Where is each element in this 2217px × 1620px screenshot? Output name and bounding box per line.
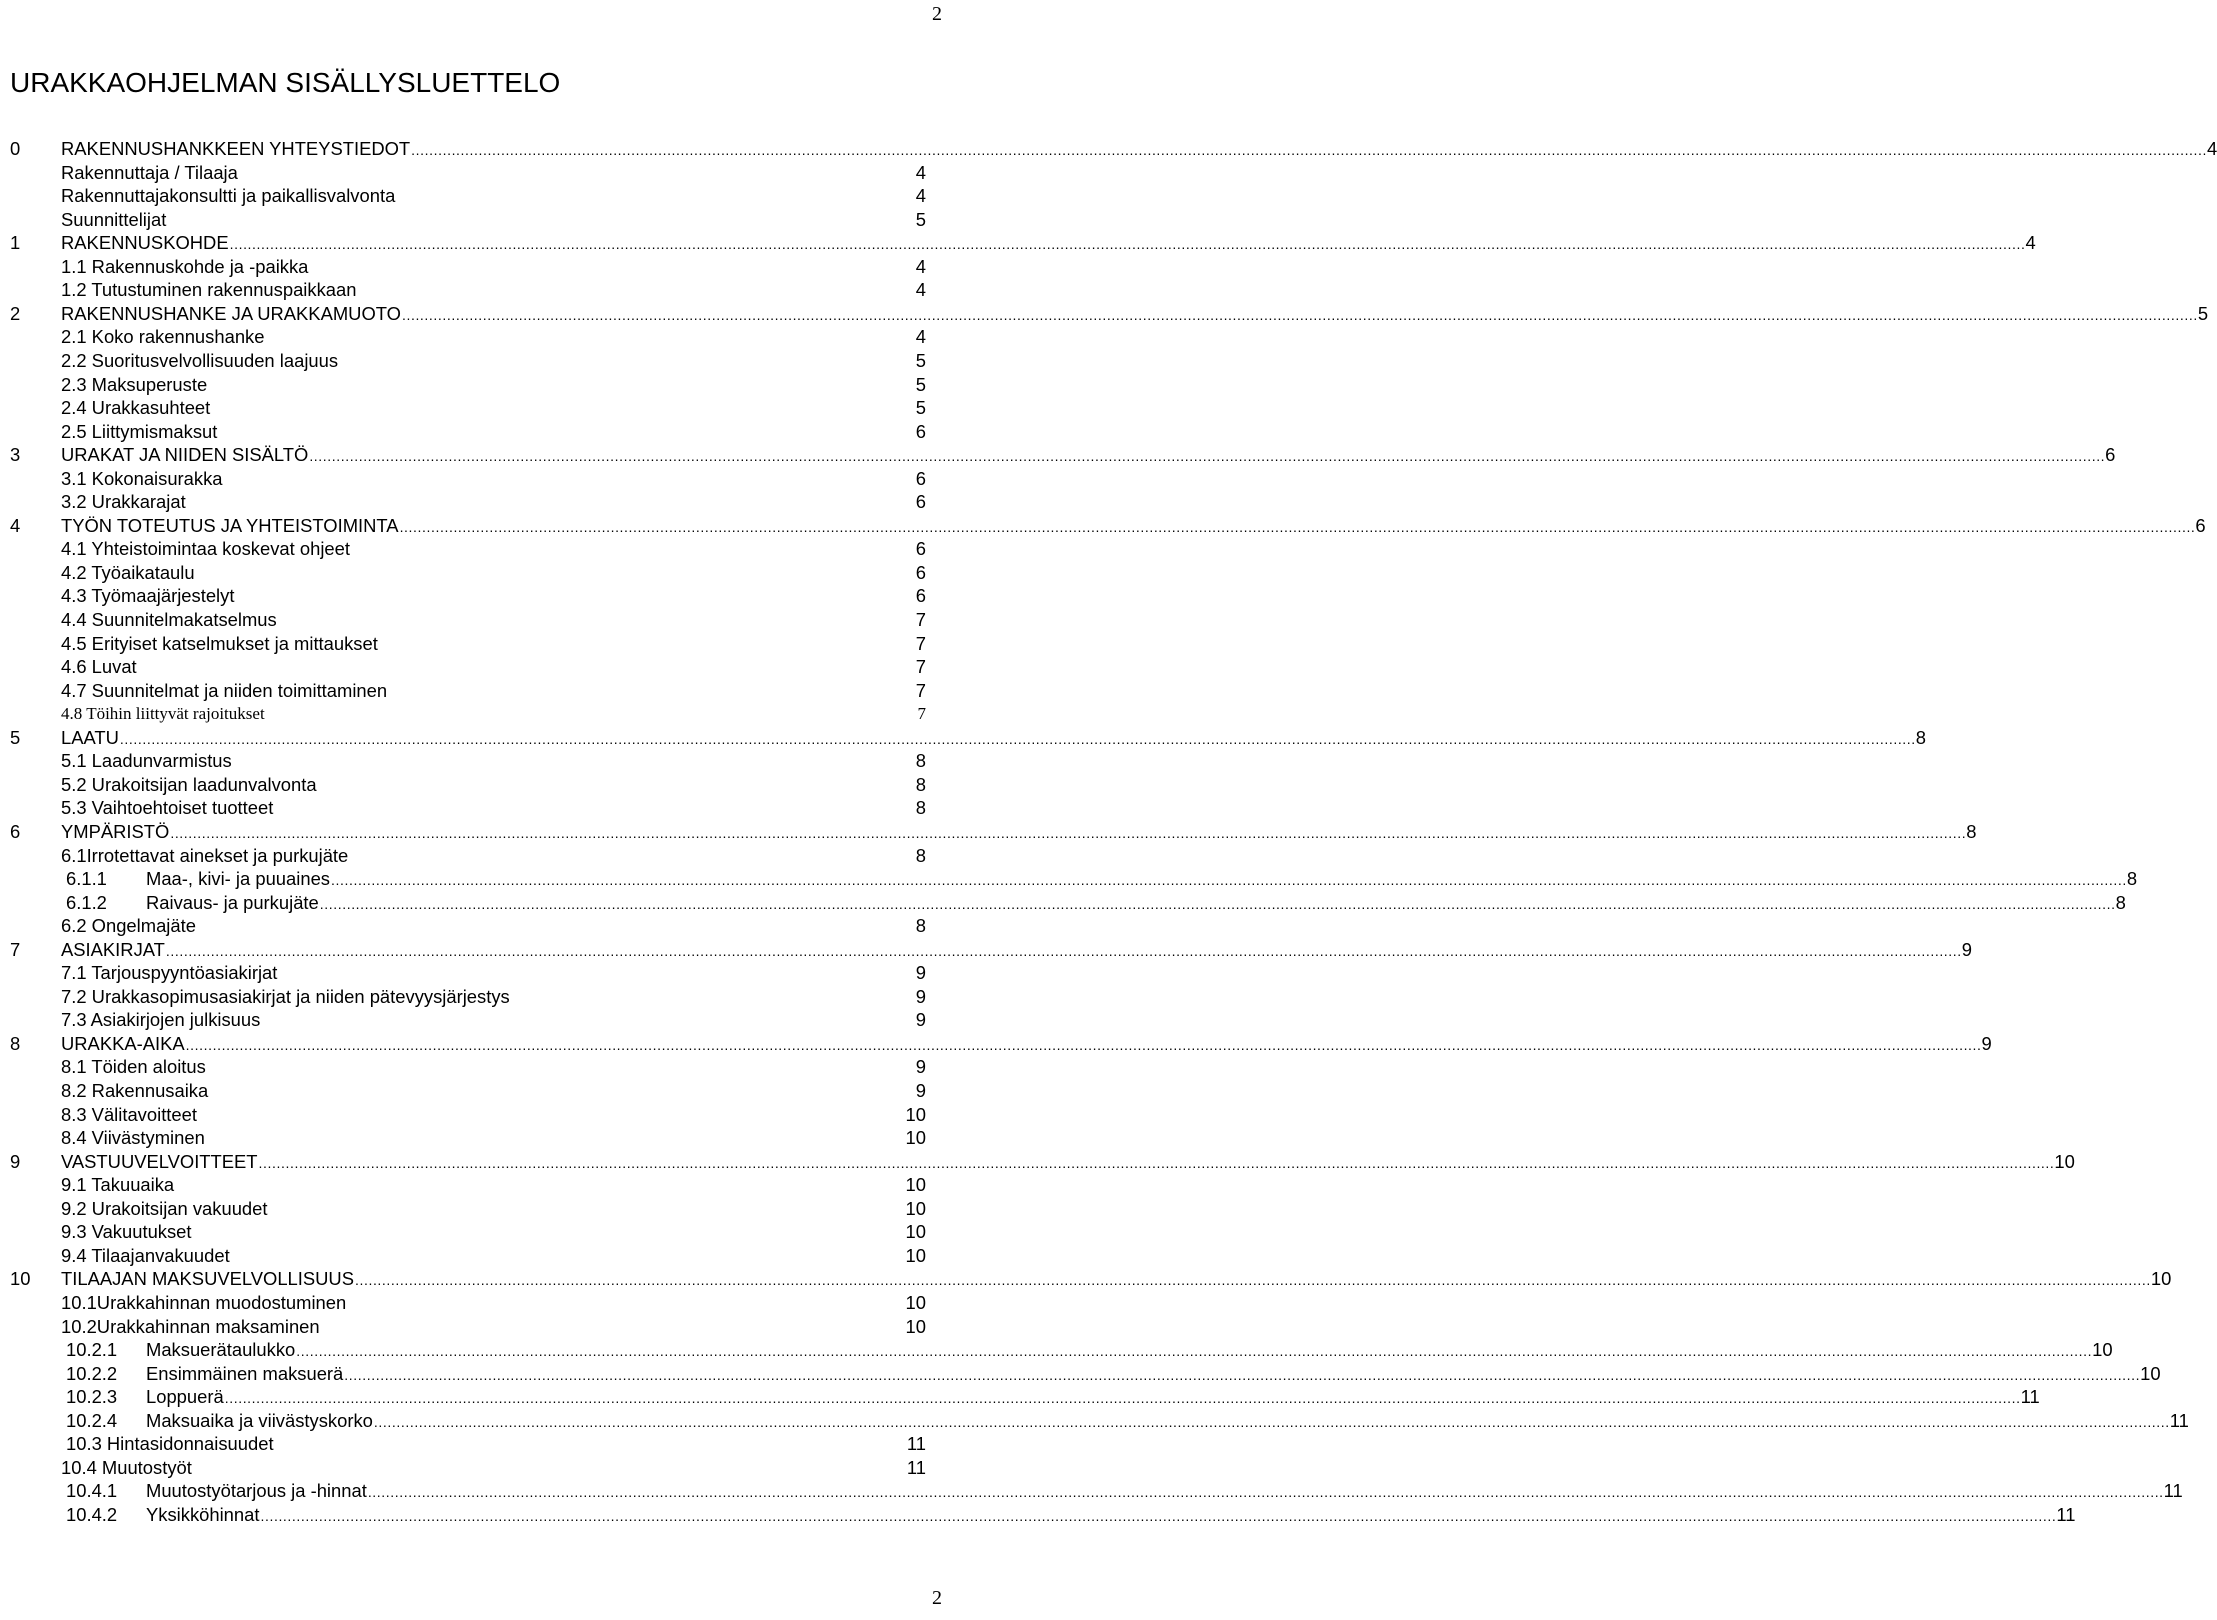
toc-entry[interactable] [0, 1173, 960, 1197]
toc-entry[interactable] [0, 514, 2206, 538]
toc-dot-leader: ................................................................................................................................................................................................................................................................................................................................................................................................................ [165, 942, 1962, 959]
toc-entry-page: 7 [917, 704, 926, 724]
toc-entry-number: 4 [10, 514, 21, 536]
toc-dot-leader: ................................................................................................................................................................................................................................................................................................................................................................................................................ [309, 448, 2106, 465]
toc-entry-title: Ensimmäinen maksuerä [146, 1362, 344, 1384]
toc-entry[interactable] [0, 1338, 2113, 1362]
toc-entry-title: TYÖN TOTEUTUS JA YHTEISTOIMINTA [61, 514, 399, 536]
toc-dot-leader: ................................................................................................................................................................................................................................................................................................................................................................................................................ [354, 1272, 2151, 1289]
toc-entry-page: 6 [915, 491, 926, 513]
toc-entry-page: 9 [915, 1080, 926, 1101]
toc-entry[interactable] [0, 1315, 960, 1339]
toc-entry[interactable] [0, 773, 960, 797]
toc-entry-page: 11 [2163, 1480, 2183, 1502]
toc-entry[interactable] [0, 1220, 960, 1244]
toc-entry-title: Loppuerä [146, 1386, 224, 1408]
toc-entry-title: 7.2 Urakkasopimusasiakirjat ja niiden pätevyysjärjestys [61, 985, 510, 1007]
toc-entry-title: 2.5 Liittymismaksut [61, 420, 218, 442]
toc-entry-title: VASTUUVELVOITTEET [61, 1150, 258, 1172]
toc-entry-title: 10.2Urakkahinnan maksaminen [61, 1315, 320, 1337]
toc-entry-page: 8 [915, 915, 926, 937]
toc-entry-title: 8.3 Välitavoitteet [61, 1103, 197, 1125]
toc-entry-page: 11 [906, 1456, 926, 1478]
toc-entry-subnumber: 6.1.1 [66, 868, 107, 890]
toc-dot-leader: ................................................................................................................................................................................................................................................................................................................................................................................................................ [296, 1343, 2093, 1360]
toc-entry-page: 8 [915, 750, 926, 772]
toc-entry-title: 8.4 Viivästyminen [61, 1127, 205, 1149]
toc-entry-title: 10.3 Hintasidonnaisuudet [66, 1433, 274, 1455]
toc-entry-page: 8 [1915, 726, 1927, 748]
toc-entry[interactable] [0, 443, 2116, 467]
toc-entry-title: Rakennuttajakonsultti ja paikallisvalvonta [61, 185, 396, 207]
toc-entry-title: 9.2 Urakoitsijan vakuudet [61, 1197, 268, 1219]
toc-dot-leader: ................................................................................................................................................................................................................................................................................................................................................................................................................ [411, 142, 2208, 158]
toc-entry[interactable] [0, 278, 960, 302]
toc-dot-leader: ................................................................................................................................................................................................................................................................................................................................................................................................................ [373, 1413, 2170, 1430]
toc-dot-leader: ................................................................................................................................................................................................................................................................................................................................................................................................................ [331, 872, 2127, 889]
toc-entry-title: 2.2 Suoritusvelvollisuuden laajuus [61, 349, 339, 371]
toc-entry[interactable] [0, 161, 960, 185]
toc-entry[interactable] [0, 467, 960, 491]
toc-entry[interactable] [0, 702, 960, 726]
toc-entry-number: 6 [10, 820, 21, 842]
toc-entry[interactable] [0, 1291, 960, 1315]
toc-entry-page: 8 [915, 797, 926, 819]
toc-entry-page: 10 [905, 1244, 926, 1266]
toc-entry-title: 4.4 Suunnitelmakatselmus [61, 609, 277, 630]
page-number-top: 2 [932, 3, 942, 25]
toc-entry-page: 10 [2092, 1339, 2113, 1361]
toc-entry-page: 4 [915, 185, 926, 207]
toc-entry[interactable] [0, 1103, 960, 1127]
toc-dot-leader: ................................................................................................................................................................................................................................................................................................................................................................................................................ [367, 1484, 2164, 1501]
toc-entry-page: 5 [915, 208, 926, 230]
toc-entry-title: YMPÄRISTÖ [61, 820, 170, 842]
toc-entry-title: 4.8 Töihin liittyvät rajoitukset [61, 704, 265, 724]
toc-entry-page: 10 [905, 1174, 926, 1196]
toc-entry[interactable] [0, 231, 2036, 255]
page-number-bottom: 2 [932, 1587, 942, 1609]
toc-entry[interactable] [0, 561, 960, 585]
toc-entry[interactable] [0, 490, 960, 514]
toc-entry-page: 8 [1966, 820, 1977, 842]
toc-entry-page: 10 [2054, 1150, 2075, 1172]
toc-entry-page: 5 [2197, 302, 2209, 324]
toc-dot-leader: ................................................................................................................................................................................................................................................................................................................................................................................................................ [344, 1366, 2141, 1383]
toc-entry-title: 7.3 Asiakirjojen julkisuus [61, 1009, 261, 1031]
toc-entry-page: 6 [915, 585, 926, 607]
toc-entry[interactable] [0, 1456, 960, 1480]
toc-entry-page: 9 [1981, 1032, 1992, 1054]
toc-entry[interactable] [0, 749, 960, 773]
toc-entry-title: 3.2 Urakkarajat [61, 491, 186, 513]
toc-entry-title: 8.1 Töiden aloitus [61, 1056, 206, 1078]
document-title: URAKKAOHJELMAN SISÄLLYSLUETTELO [10, 67, 561, 98]
toc-entry[interactable] [0, 796, 960, 820]
toc-entry-title: 4.1 Yhteistoimintaa koskevat ohjeet [61, 538, 350, 560]
toc-entry-page: 9 [915, 962, 926, 984]
toc-entry-title: 2.1 Koko rakennushanke [61, 326, 265, 348]
toc-entry[interactable] [0, 420, 960, 444]
toc-entry-page: 11 [2020, 1386, 2040, 1408]
toc-entry-page: 10 [905, 1103, 926, 1125]
toc-entry-title: Muutostyötarjous ja -hinnat [146, 1480, 367, 1502]
toc-entry-title: ASIAKIRJAT [61, 938, 165, 960]
toc-entry-page: 8 [915, 773, 926, 795]
toc-entry[interactable] [0, 1432, 960, 1456]
toc-entry-page: 5 [915, 397, 926, 419]
toc-entry-page: 9 [915, 985, 926, 1007]
toc-entry-page: 11 [2056, 1503, 2076, 1525]
toc-entry-title: LAATU [61, 726, 119, 748]
toc-entry-page: 8 [2115, 891, 2126, 913]
toc-entry-title: URAKAT JA NIIDEN SISÄLTÖ [61, 444, 309, 466]
toc-entry-page: 4 [2025, 232, 2036, 254]
toc-entry[interactable] [0, 325, 960, 349]
toc-entry-page: 7 [915, 656, 926, 678]
toc-entry[interactable] [0, 867, 2138, 891]
toc-entry[interactable] [0, 184, 960, 208]
toc-entry[interactable] [0, 349, 960, 373]
toc-entry-page: 7 [915, 679, 926, 701]
toc-entry-page: 7 [915, 632, 926, 654]
toc-entry-page: 6 [915, 420, 926, 442]
toc-entry[interactable] [0, 961, 960, 985]
toc-entry-page: 4 [915, 326, 926, 348]
toc-entry-page: 11 [2169, 1409, 2189, 1431]
toc-entry[interactable] [0, 1126, 960, 1150]
toc-entry-title: 4.2 Työaikataulu [61, 561, 195, 583]
toc-entry-page: 6 [915, 538, 926, 560]
toc-entry[interactable] [0, 1267, 2172, 1291]
toc-dot-leader: ................................................................................................................................................................................................................................................................................................................................................................................................................ [258, 1154, 2055, 1171]
toc-entry[interactable] [0, 1385, 2040, 1409]
toc-entry[interactable] [0, 1008, 960, 1032]
toc-entry-page: 9 [1961, 938, 1972, 960]
toc-entry-title: 4.6 Luvat [61, 656, 137, 678]
toc-entry[interactable] [0, 726, 1927, 750]
toc-entry-page: 5 [915, 373, 926, 395]
toc-entry-subnumber: 10.2.2 [66, 1362, 118, 1384]
toc-entry[interactable] [0, 655, 960, 679]
toc-entry[interactable] [0, 608, 960, 632]
toc-dot-leader: ................................................................................................................................................................................................................................................................................................................................................................................................................ [229, 236, 2026, 253]
toc-entry-page: 11 [906, 1433, 926, 1455]
toc-entry-page: 6 [915, 467, 926, 489]
toc-entry[interactable] [0, 584, 960, 608]
toc-entry-title: 6.1Irrotettavat ainekset ja purkujäte [61, 844, 349, 866]
toc-entry-page: 6 [915, 561, 926, 583]
toc-dot-leader: ................................................................................................................................................................................................................................................................................................................................................................................................................ [119, 730, 1916, 747]
toc-entry-page: 4 [915, 161, 926, 183]
toc-entry-number: 8 [10, 1032, 21, 1054]
toc-entry[interactable] [0, 844, 960, 868]
toc-entry[interactable] [0, 1079, 960, 1103]
toc-entry-subnumber: 10.2.4 [66, 1409, 118, 1431]
toc-entry-page: 8 [915, 844, 926, 866]
toc-entry-page: 10 [905, 1221, 926, 1243]
toc-entry[interactable] [0, 985, 960, 1009]
toc-entry-title: 5.1 Laadunvarmistus [61, 750, 232, 772]
toc-dot-leader: ................................................................................................................................................................................................................................................................................................................................................................................................................ [401, 306, 2198, 323]
toc-entry-number: 3 [10, 444, 21, 466]
toc-entry-title: 4.5 Erityiset katselmukset ja mittaukset [61, 632, 378, 654]
toc-entry-title: Maksuaika ja viivästyskorko [146, 1409, 373, 1431]
toc-entry[interactable] [0, 820, 1977, 844]
toc-entry[interactable] [0, 255, 960, 279]
toc-entry-subnumber: 10.2.3 [66, 1386, 118, 1408]
toc-entry[interactable] [0, 938, 1972, 962]
toc-entry-page: 10 [905, 1127, 926, 1149]
toc-entry-title: 4.7 Suunnitelmat ja niiden toimittaminen [61, 679, 388, 701]
toc-entry[interactable] [0, 632, 960, 656]
toc-entry-subnumber: 6.1.2 [66, 891, 107, 913]
toc-entry[interactable] [0, 1150, 2075, 1174]
toc-entry[interactable] [0, 914, 960, 938]
toc-entry-page: 4 [915, 255, 926, 277]
toc-entry-number: 5 [10, 726, 21, 748]
toc-entry-title: 5.3 Vaihtoehtoiset tuotteet [61, 797, 274, 819]
toc-dot-leader: ................................................................................................................................................................................................................................................................................................................................................................................................................ [399, 518, 2196, 535]
toc-entry-title: Suunnittelijat [61, 208, 167, 230]
toc-entry-page: 10 [2150, 1268, 2172, 1290]
toc-entry-title: 4.3 Työmaajärjestelyt [61, 585, 235, 607]
toc-entry-number: 2 [10, 302, 21, 324]
toc-entry-title: 6.2 Ongelmajäte [61, 915, 196, 937]
toc-entry-page: 8 [2126, 868, 2138, 890]
toc-entry[interactable] [0, 1055, 960, 1079]
toc-entry[interactable] [0, 679, 960, 703]
toc-entry-title: 8.2 Rakennusaika [61, 1080, 209, 1101]
toc-entry-title: 10.1Urakkahinnan muodostuminen [61, 1291, 347, 1313]
toc-entry-title: 1.1 Rakennuskohde ja -paikka [61, 255, 309, 277]
toc-entry-title: Raivaus- ja purkujäte [146, 891, 319, 913]
toc-entry-page: 9 [915, 1009, 926, 1031]
toc-entry-title: RAKENNUSKOHDE [61, 232, 229, 254]
toc-dot-leader: ................................................................................................................................................................................................................................................................................................................................................................................................................ [260, 1507, 2057, 1524]
toc-entry-title: Yksikköhinnat [146, 1503, 260, 1525]
toc-entry-title: TILAAJAN MAKSUVELVOLLISUUS [61, 1268, 354, 1290]
toc-entry[interactable] [0, 891, 2126, 915]
toc-entry[interactable] [0, 137, 2217, 161]
toc-entry-title: 10.4 Muutostyöt [61, 1456, 192, 1478]
toc-entry-number: 9 [10, 1150, 21, 1172]
toc-entry-title: Rakennuttaja / Tilaaja [61, 161, 238, 183]
toc-entry[interactable] [0, 1244, 960, 1268]
toc-entry-title: 3.1 Kokonaisurakka [61, 467, 223, 489]
toc-entry-title: 9.1 Takuuaika [61, 1174, 175, 1196]
toc-entry-title: Maa-, kivi- ja puuaines [146, 868, 330, 890]
toc-entry-number: 1 [10, 232, 21, 254]
toc-entry-page: 10 [905, 1197, 926, 1219]
toc-entry-title: 7.1 Tarjouspyyntöasiakirjat [61, 962, 278, 984]
toc-entry-subnumber: 10.2.1 [66, 1339, 118, 1361]
toc-entry-title: 5.2 Urakoitsijan laadunvalvonta [61, 773, 317, 795]
toc-dot-leader: ................................................................................................................................................................................................................................................................................................................................................................................................................ [319, 895, 2116, 912]
toc-entry[interactable] [0, 208, 960, 232]
toc-entry-title: URAKKA-AIKA [61, 1032, 185, 1054]
toc-entry-page: 10 [905, 1291, 926, 1313]
toc-entry[interactable] [0, 1409, 2189, 1433]
toc-entry-title: RAKENNUSHANKE JA URAKKAMUOTO [61, 302, 401, 324]
toc-entry-title: 2.4 Urakkasuhteet [61, 397, 211, 419]
toc-entry-title: 9.3 Vakuutukset [61, 1221, 192, 1243]
toc-entry[interactable] [0, 1197, 960, 1221]
toc-dot-leader: ................................................................................................................................................................................................................................................................................................................................................................................................................ [224, 1390, 2021, 1407]
toc-entry-title: 2.3 Maksuperuste [61, 373, 208, 395]
toc-entry-subnumber: 10.4.2 [66, 1503, 118, 1525]
toc-entry-title: 1.2 Tutustuminen rakennuspaikkaan [61, 279, 357, 301]
toc-entry-page: 4 [915, 279, 926, 301]
toc-entry-page: 10 [2140, 1362, 2161, 1384]
toc-entry[interactable] [0, 1032, 1992, 1056]
toc-entry-page: 6 [2195, 514, 2206, 536]
toc-entry[interactable] [0, 1503, 2076, 1527]
toc-entry-number: 0 [10, 138, 21, 159]
toc-dot-leader: ................................................................................................................................................................................................................................................................................................................................................................................................................ [170, 824, 1967, 841]
toc-entry-page: 5 [915, 349, 926, 371]
toc-entry-page: 7 [915, 609, 926, 630]
toc-entry-page: 10 [905, 1315, 926, 1337]
toc-entry[interactable] [0, 1362, 2161, 1386]
toc-entry-page: 9 [915, 1056, 926, 1078]
toc-entry[interactable] [0, 302, 2209, 326]
toc-dot-leader: ................................................................................................................................................................................................................................................................................................................................................................................................................ [185, 1036, 1982, 1053]
toc-entry-title: Maksuerätaulukko [146, 1339, 296, 1361]
toc-entry-title: 9.4 Tilaajanvakuudet [61, 1244, 230, 1266]
toc-entry-number: 10 [10, 1268, 31, 1290]
toc-entry[interactable] [0, 537, 960, 561]
toc-entry-subnumber: 10.4.1 [66, 1480, 118, 1502]
toc-entry-page: 6 [2105, 444, 2116, 466]
toc-entry[interactable] [0, 373, 960, 397]
toc-entry-title: RAKENNUSHANKKEEN YHTEYSTIEDOT [61, 138, 411, 159]
toc-entry[interactable] [0, 1479, 2183, 1503]
toc-entry-number: 7 [10, 938, 21, 960]
toc-entry-page: 4 [2207, 138, 2217, 159]
toc-entry[interactable] [0, 396, 960, 420]
